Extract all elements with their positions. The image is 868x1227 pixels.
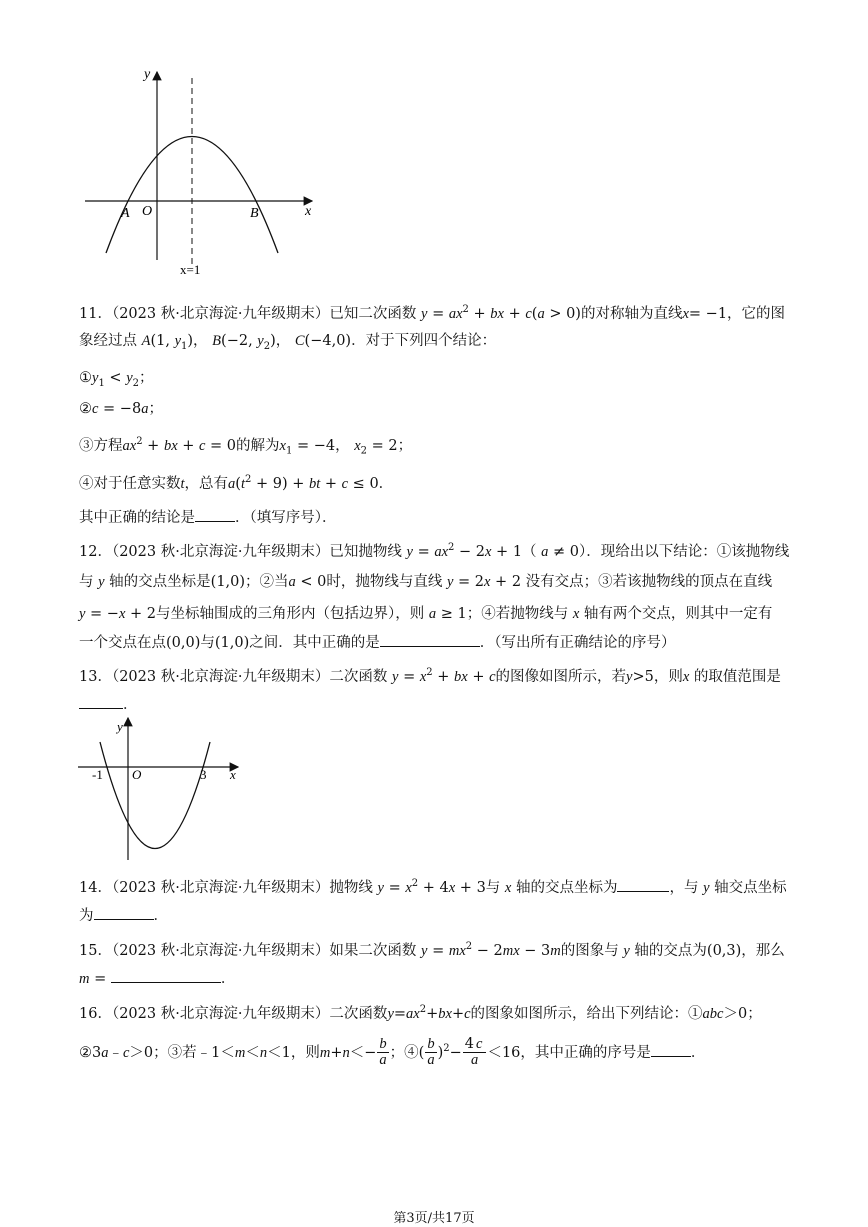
q14-line-1: 14．（2023 秋·北京海淀·九年级期末）抛物线 $y = x^2 + 4x + 3$与 x 轴的交点坐标为 ，与 y 轴交点坐标 — [79, 878, 787, 896]
q14-line-2: 为 ． — [79, 905, 168, 926]
figure-parabola-2 — [78, 715, 248, 865]
figure-parabola-1 — [80, 60, 330, 280]
q11-conclusion-1: $①y_1 < y_2$； — [79, 370, 154, 389]
y-axis-label: y — [144, 67, 151, 82]
point-a-label: A — [121, 206, 130, 221]
q16-line-2: ②3a﹣c＞0；③若﹣1＜m＜n＜1，则m+n＜− $\frac{b}{a}$ ；④( $\frac{b}{a}$ )$^2$− $\frac{4 c}{a}$ ＜16，其中正确的序号是 ． — [79, 1036, 706, 1069]
origin-label: O — [132, 767, 142, 782]
q11-answer-line: 其中正确的结论是 ．（填写序号）． — [79, 507, 337, 528]
answer-blank[interactable] — [94, 905, 154, 920]
answer-blank[interactable] — [617, 877, 669, 892]
root-3-label: 3 — [200, 767, 207, 782]
answer-blank[interactable] — [195, 507, 235, 522]
q13-line-1: 13．（2023 秋·北京海淀·九年级期末）二次函数 $y = x^2$ + bx + c的图像如图所示，若y>5，则x 的取值范围是 — [79, 667, 781, 685]
answer-blank[interactable] — [380, 632, 480, 647]
symmetry-axis-label: x=1 — [180, 262, 201, 277]
q12-line-4: 一个交点在点(0,0)与(1,0)之间．其中正确的是 ．（写出所有正确结论的序号） — [79, 632, 676, 653]
q11-function: y — [421, 305, 428, 322]
q11-conclusion-2: ②c = −8a； — [79, 401, 163, 417]
x-axis-label: x — [305, 204, 312, 219]
origin-label: O — [142, 204, 153, 219]
answer-blank[interactable] — [79, 694, 123, 709]
q16-line-1: 16．（2023 秋·北京海淀·九年级期末）二次函数$y=ax^2+bx+c$的图象如图所示，给出下列结论：①abc＞0； — [79, 1004, 762, 1022]
x-axis-label: x — [230, 767, 236, 782]
answer-blank[interactable] — [111, 968, 221, 983]
q11-text: 11．（2023 秋·北京海淀·九年级期末）已知二次函数 — [79, 305, 417, 322]
q11-conclusion-4: ④对于任意实数t，总有$a(t^2 + 9)$ + bt + c ≤ 0． — [79, 474, 394, 492]
y-axis-label: y — [117, 719, 123, 734]
q13-line-2: ． — [79, 694, 138, 715]
page-footer: 第3页/共17页 — [393, 1211, 475, 1226]
q15-line-2: m = ． — [79, 968, 235, 989]
q12-line-2: 与 y 轴的交点坐标是(1,0)；②当a < 0时，抛物线与直线 y = 2x + 2 没有交点；③若该抛物线的顶点在直线 — [79, 574, 773, 590]
q11-line-1: 11．（2023 秋·北京海淀·九年级期末）已知二次函数 $y = ax^2$ + bx + c(a > 0)的对称轴为直线x= −1，它的图 — [79, 304, 786, 322]
root-neg1-label: -1 — [92, 767, 103, 782]
q12-line-3: y = −x + 2与坐标轴围成的三角形内（包括边界），则 a ≥ 1；④若抛物线与 x 轴有两个交点，则其中一定有 — [79, 606, 773, 622]
point-b-label: B — [250, 206, 259, 221]
answer-blank[interactable] — [651, 1042, 691, 1057]
parabola-curve — [100, 742, 210, 849]
q12-line-1: 12．（2023 秋·北京海淀·九年级期末）已知抛物线 $y = ax^2 - 2x + 1$（ a ≠ 0）．现给出以下结论：①该抛物线 — [79, 542, 790, 560]
q11-conclusion-3: ③方程$ax^2$ + bx + c = 0的解为$x_1 = -4$， $x_2 = 2$； — [79, 436, 413, 457]
q11-line-2: 象经过点 A(1, $y_1$)， B(−2, $y_2$)， C(−4,0)．对于下列四个结论： — [79, 333, 497, 352]
q15-line-1: 15．（2023 秋·北京海淀·九年级期末）如果二次函数 $y = mx^2 - 2mx - 3m$的图象与 y 轴的交点为(0,3)，那么 — [79, 941, 785, 959]
